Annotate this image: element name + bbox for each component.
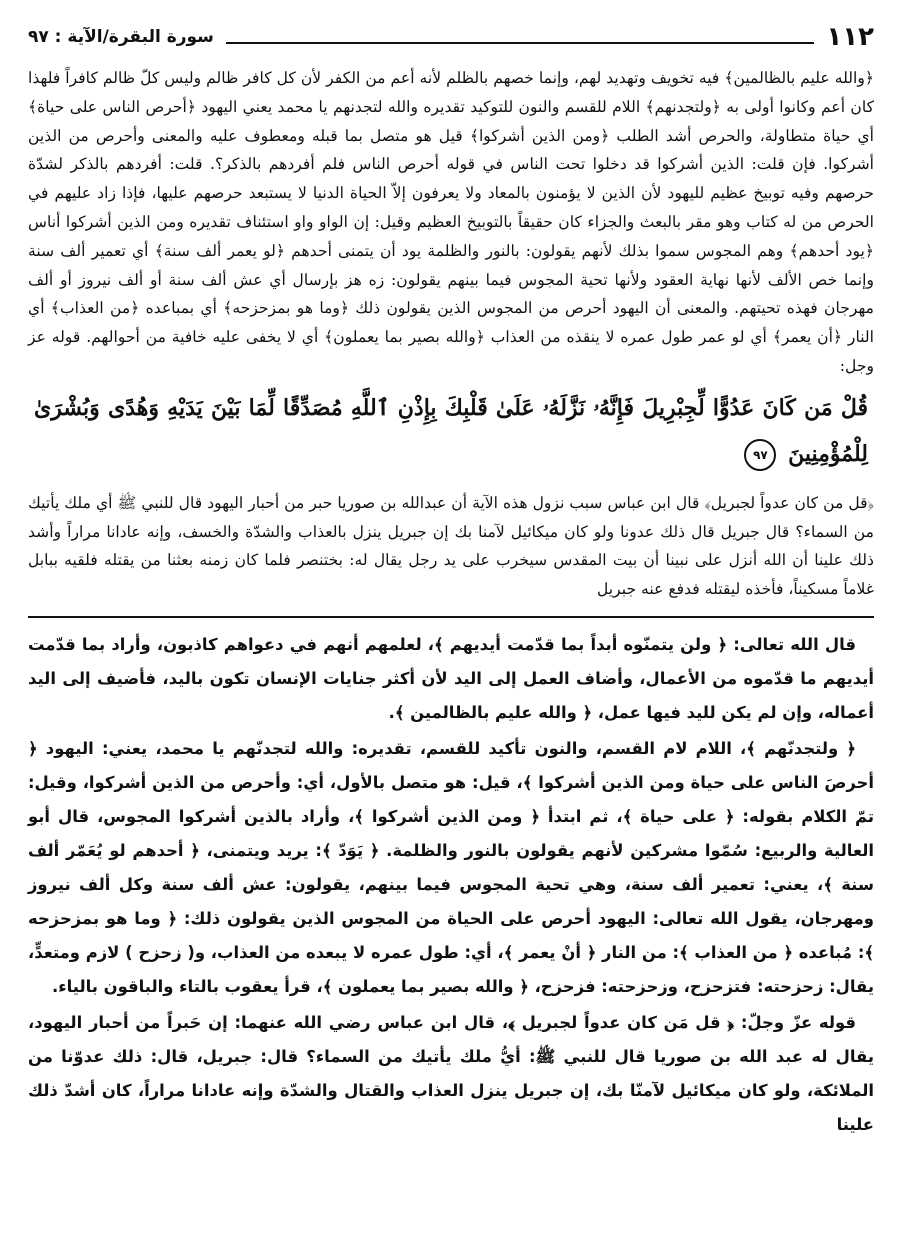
footnote-paragraph: قال الله تعالى: ﴿ ولن يتمنّوه أبداً بما قدّمت أيديهم ﴾، لعلمهم أنهم في دعواهم كاذبون، وأراد بما قدّمت أيديهم ما قدّموه من الأعمال، وأضاف العمل إلى اليد لأن أكثر جنايات الإنسان تكون باليد، فأضيف إلى اليد أعماله، وإن لم يكن لليد فيها عمل، ﴿ والله عليم بالظالمين ﴾. bbox=[28, 634, 874, 722]
footnote-paragraph: قوله عزّ وجلّ: ﴿ قل مَن كان عدواً لجبريل ﴾، قال ابن عباس رضي الله عنهما: إن حَبراً من أحبار اليهود، يقال له عبد الله بن صوريا قال للنبي ﷺ: أيُّ ملك يأتيك من السماء؟ قال: جبريل، قال: ذلك عدوّنا من الملائكة، ولو كان ميكائيل لآمنّا بك، إن جبريل ينزل العذاب والقتال والشدّة وإنه عادانا مراراً، كان أشدّ ذلك علينا bbox=[28, 1012, 874, 1134]
commentary-paragraph: ﴿والله عليم بالظالمين﴾ فيه تخويف وتهديد لهم، وإنما خصهم بالظلم لأنه أعم من الكفر لأن كل كافر ظالم وليس كلّ ظالم كافراً فلهذا كان أعم وكانوا أولى به ﴿ولتجدنهم﴾ اللام للقسم والنون للتوكيد تقديره والله لتجدنهم يا محمد يعني اليهود ﴿أحرص الناس على حياة﴾ أي حياة متطاولة، والحرص أشد الطلب ﴿ومن الذين أشركوا﴾ قيل هو متصل بما قبله ومعطوف عليه والمعنى وأحرص من الذين أشركوا. فإن قلت: الذين أشركوا قد دخلوا تحت الناس في قوله أحرص الناس فلم أفردهم بالذكر؟. قلت: أفردهم بالذكر لشدّة حرصهم وفيه توبيخ عظيم لليهود لأن الذين لا يؤمنون بالمعاد ولا يعرفون إلاّ الحياة الدنيا لا يستبعد حرصهم عليها، فإذا زاد عليهم في الحرص من له كتاب وهو مقر بالبعث والجزاء كان حقيقاً بالتوبيخ العظيم وقيل: إن الواو واو استئناف تقديره ومن الذين أشركوا أناس ﴿يود أحدهم﴾ وهم المجوس سموا بذلك لأنهم يقولون: بالنور والظلمة يود أن يتمنى أحدهم ﴿لو يعمر ألف سنة﴾ أي تعمير ألف سنة وإنما خص الألف لأنها نهاية العقود ولأنها تحية المجوس فيما بينهم يقولون: زه هز بإرسال أي عش ألف سنة أو ألف نيروز أو ألف مهرجان فهذه تحيتهم. والمعنى أن اليهود أحرص من المجوس الذين يقولون ذلك ﴿وما هو بمزحزحه﴾ أي بمباعده ﴿من العذاب﴾ أي النار ﴿أن يعمر﴾ أي لو عمر طول عمره لا ينقذه من العذاب ﴿والله بصير بما يعملون﴾ أي لا يخفى عليه خافية من أحوالهم. قوله عز وجل: bbox=[28, 69, 874, 375]
verse-text: قُلْ مَن كَانَ عَدُوًّا لِّجِبْرِيلَ فَإِنَّهُۥ نَزَّلَهُۥ عَلَىٰ قَلْبِكَ بِإِذْنِ ٱللَّهِ مُصَدِّقًا لِّمَا بَيْنَ يَدَيْهِ وَهُدًى وَبُشْرَىٰ لِلْمُؤْمِنِينَ bbox=[34, 394, 868, 467]
surah-reference: سورة البقرة/الآية : ٩٧ bbox=[28, 27, 214, 47]
page-header bbox=[28, 22, 874, 52]
page-number: ١١٢ bbox=[826, 22, 874, 52]
commentary-paragraph: ﴿قل من كان عدواً لجبريل﴾ قال ابن عباس سبب نزول هذه الآية أن عبدالله بن صوريا حبر من أحبار اليهود قال للنبي ﷺ أي ملك يأتيك من السماء؟ قال جبريل قال ذلك عدونا ولو كان ميكائيل لآمنا بك إن جبريل ينزل بالعذاب والشدّة والخسف، وإنه عادانا مراراً وأشد ذلك علينا أن الله أنزل على نبينا أن بيت المقدس سيخرب على يد رجل يقال له: بختنصر فلما كان زمنه بعثنا من يقتله فلقيه ببابل غلاماً مسكيناً، فأخذه ليقتله فدفع عنه جبريل bbox=[28, 493, 874, 599]
quran-verse bbox=[34, 385, 868, 477]
footnote-paragraph: ﴿ ولتجدنّهم ﴾، اللام لام القسم، والنون تأكيد للقسم، تقديره: والله لتجدنّهم يا محمد، يعني: اليهود ﴿ أحرصَ الناس على حياة ومن الذين أشركوا ﴾، قيل: هو متصل بالأول، أي: وأحرص من الذين أشركوا، وقيل: تمّ الكلام بقوله: ﴿ على حياة ﴾، ثم ابتدأ ﴿ ومن الذين أشركوا ﴾، وأراد بالذين أشركوا المجوس، قال أبو العالية والربيع: سُمّوا مشركين لأنهم يقولون بالنور والظلمة. ﴿ يَوَدّ ﴾: يريد ويتمنى، ﴿ أحدهم لو يُعَمّر ألف سنة ﴾، يعني: تعمير ألف سنة، وهي تحية المجوس فيما بينهم، يقولون: عش ألف سنة وكل ألف نيروز ومهرجان، يقول الله تعالى: اليهود أحرص على الحياة من المجوس الذين يقولون ذلك: ﴿ وما هو بمزحزحه ﴾: مُباعده ﴿ من العذاب ﴾: من النار ﴿ أنْ يعمر ﴾، أي: طول عمره لا يبعده من العذاب، و( زحزح ) لازم ومتعدٍّ، يقال: زحزحته: فتزحزح، وزحزحته: فزحزح، ﴿ والله بصير بما يعملون ﴾، قرأ يعقوب بالتاء والباقون بالياء. bbox=[28, 738, 874, 996]
verse-commentary bbox=[28, 489, 874, 604]
footnote-commentary bbox=[28, 628, 874, 1142]
ayah-number-marker: ٩٧ bbox=[744, 439, 776, 471]
book-page bbox=[28, 22, 874, 1242]
main-commentary bbox=[28, 64, 874, 381]
section-divider bbox=[28, 616, 874, 618]
header-rule bbox=[226, 42, 814, 44]
